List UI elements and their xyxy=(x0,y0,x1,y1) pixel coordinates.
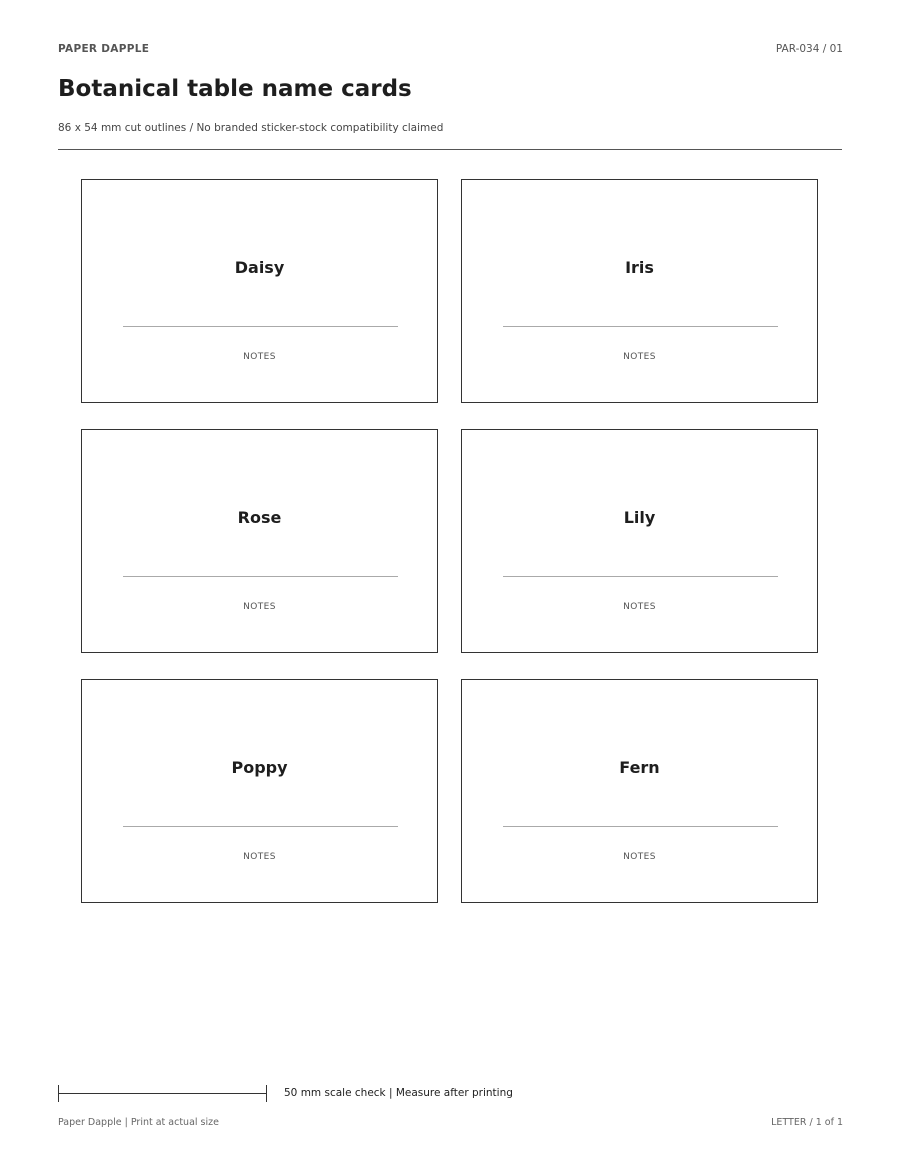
card-write-line xyxy=(503,826,778,827)
scale-bar-right-tick xyxy=(266,1085,267,1102)
name-card-iris xyxy=(461,179,818,403)
card-notes-label: NOTES xyxy=(623,352,656,362)
card-notes-label: NOTES xyxy=(243,852,276,862)
document-reference: PAR-034 / 01 xyxy=(775,43,843,55)
card-notes-label: NOTES xyxy=(623,852,656,862)
footer-left-text: Paper Dapple | Print at actual size xyxy=(58,1117,219,1128)
card-name: Lily xyxy=(623,508,656,527)
scale-check-text: 50 mm scale check | Measure after printing xyxy=(284,1087,513,1099)
name-card-poppy xyxy=(81,679,438,903)
card-notes-label: NOTES xyxy=(243,352,276,362)
card-name: Daisy xyxy=(234,258,285,277)
card-name: Rose xyxy=(237,508,282,527)
card-write-line xyxy=(123,826,398,827)
page-title: Botanical table name cards xyxy=(58,76,412,102)
scale-bar-line xyxy=(58,1093,267,1094)
card-write-line xyxy=(503,576,778,577)
card-write-line xyxy=(503,326,778,327)
footer-page-info: LETTER / 1 of 1 xyxy=(771,1117,843,1128)
name-card-fern xyxy=(461,679,818,903)
page-subtitle: 86 x 54 mm cut outlines / No branded sticker-stock compatibility claimed xyxy=(58,122,444,134)
header-rule xyxy=(58,149,842,150)
name-card-daisy xyxy=(81,179,438,403)
card-name: Fern xyxy=(619,758,660,777)
card-write-line xyxy=(123,576,398,577)
card-notes-label: NOTES xyxy=(623,602,656,612)
card-name: Iris xyxy=(625,258,654,277)
card-write-line xyxy=(123,326,398,327)
card-notes-label: NOTES xyxy=(243,602,276,612)
brand-name: PAPER DAPPLE xyxy=(58,43,150,55)
card-name: Poppy xyxy=(231,758,288,777)
scale-check-bar xyxy=(58,1085,267,1102)
name-card-lily xyxy=(461,429,818,653)
name-card-rose xyxy=(81,429,438,653)
